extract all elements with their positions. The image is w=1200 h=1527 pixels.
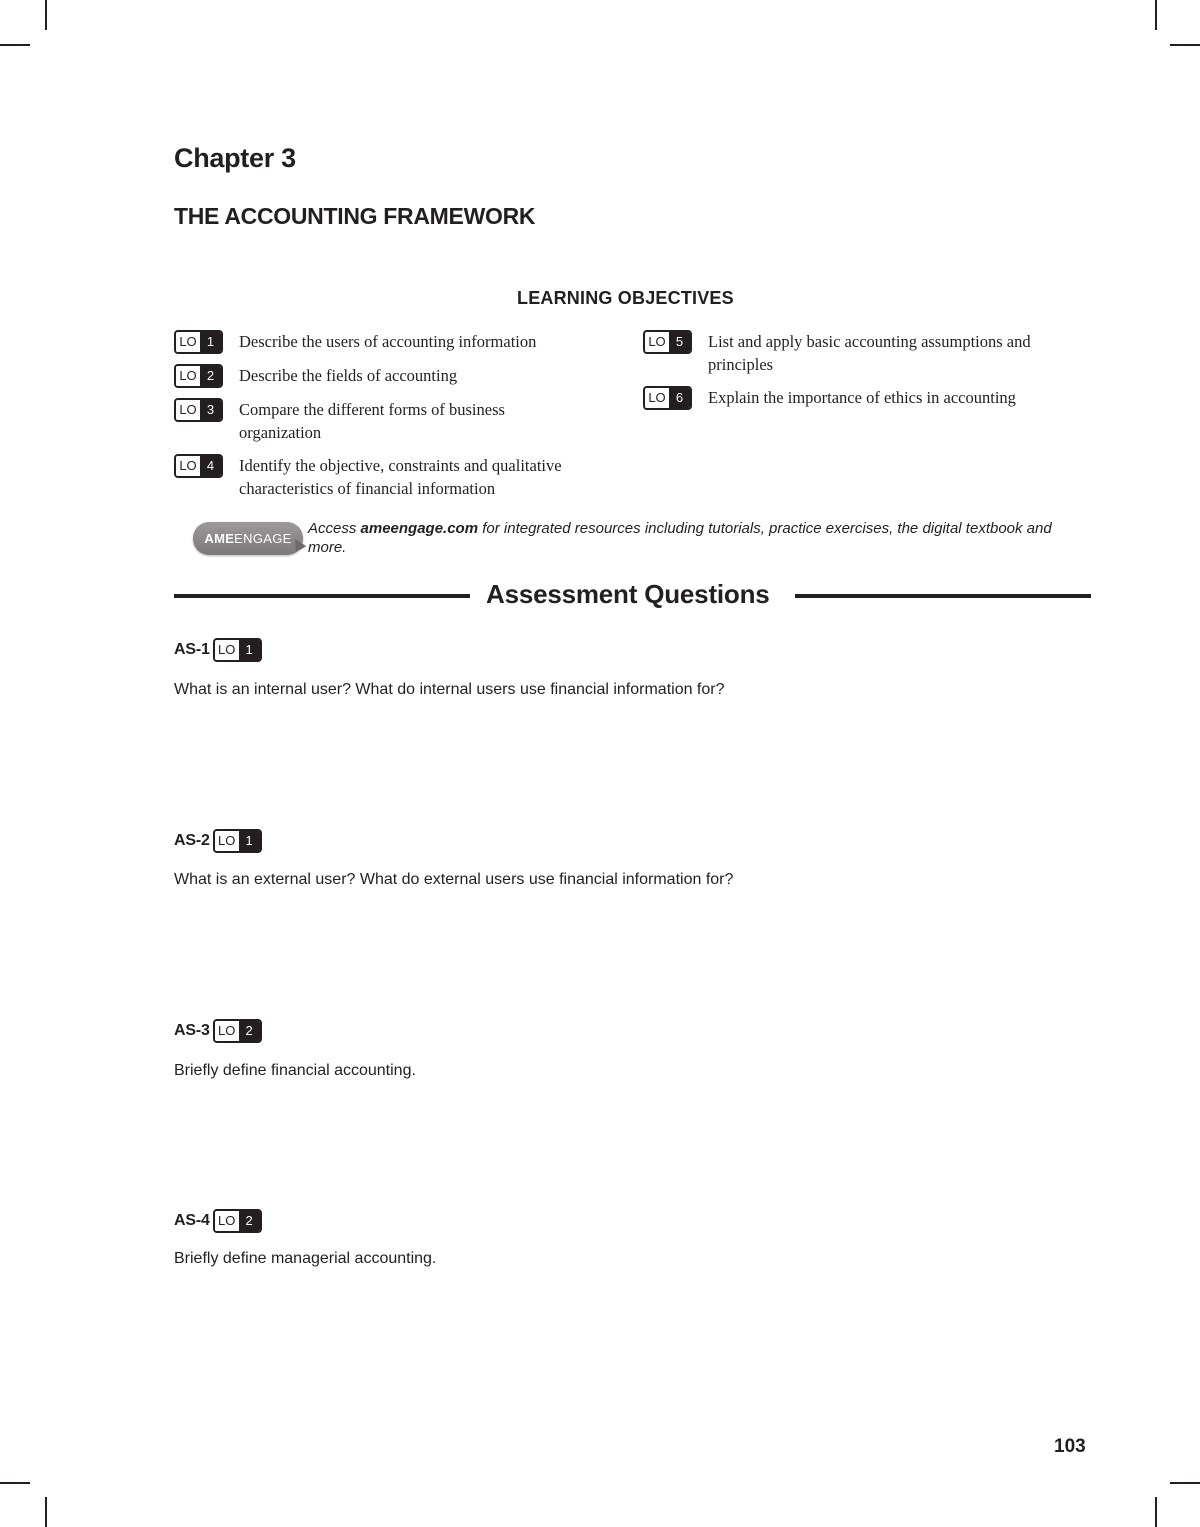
lo-badge: [213, 1019, 262, 1043]
lo-badge-number: 5: [669, 332, 690, 352]
crop-mark: [45, 0, 47, 30]
lo-text: Compare the different forms of business organization: [239, 400, 505, 442]
lo-badge-label: LO: [176, 400, 200, 420]
learning-objective: [643, 386, 1083, 410]
lo-text: Identify the objective, constraints and qualitative characteristics of financial information: [239, 456, 562, 498]
ameengage-logo[interactable]: [193, 522, 303, 555]
question-code: AS-2: [174, 832, 210, 849]
ameengage-link[interactable]: ameengage.com: [360, 520, 479, 537]
question-text: Briefly define managerial accounting.: [174, 1250, 437, 1267]
lo-badge-number: 6: [669, 388, 690, 408]
learning-objective: [174, 454, 614, 500]
note-suffix: for integrated resources including tutorials, practice exercises, the digital textbook and more.: [308, 520, 1052, 556]
crop-mark: [1155, 1497, 1157, 1527]
logo-text: ENGAGE: [234, 531, 292, 546]
lo-badge-number: 2: [239, 1211, 260, 1231]
lo-badge-label: LO: [176, 332, 200, 352]
lo-badge-number: 2: [200, 366, 221, 386]
lo-text: List and apply basic accounting assumptions and principles: [708, 332, 1031, 374]
question-label: [174, 829, 262, 853]
learning-objective: [174, 398, 574, 444]
question-label: [174, 1209, 262, 1233]
section-title: Assessment Questions: [486, 579, 770, 609]
ameengage-note: [308, 519, 1058, 557]
lo-badge-label: LO: [215, 1021, 239, 1041]
note-prefix: Access: [308, 520, 361, 537]
lo-text: Describe the fields of accounting: [239, 366, 458, 385]
lo-badge: [643, 386, 692, 410]
lo-text: Explain the importance of ethics in accounting: [708, 388, 1016, 407]
section-rule-left: [174, 594, 470, 598]
logo-text-bold: AME: [204, 531, 235, 546]
lo-text: Describe the users of accounting information: [239, 332, 537, 351]
crop-mark: [1170, 44, 1200, 46]
chapter-heading: Chapter 3: [174, 143, 296, 173]
lo-badge-number: 2: [239, 1021, 260, 1041]
question-text: What is an external user? What do external users use financial information for?: [174, 871, 734, 888]
lo-badge-label: LO: [645, 332, 669, 352]
lo-badge-number: 4: [200, 456, 221, 476]
lo-badge-number: 1: [200, 332, 221, 352]
question-code: AS-4: [174, 1212, 210, 1229]
crop-mark: [1155, 0, 1157, 30]
lo-badge: [643, 330, 692, 354]
learning-objective: [643, 330, 1083, 376]
question-code: AS-3: [174, 1022, 210, 1039]
section-rule-right: [795, 594, 1091, 598]
lo-badge: [213, 638, 262, 662]
crop-mark: [1170, 1482, 1200, 1484]
learning-objectives-heading: LEARNING OBJECTIVES: [517, 288, 734, 308]
lo-badge-label: LO: [176, 366, 200, 386]
lo-badge-number: 1: [239, 831, 260, 851]
lo-badge-number: 3: [200, 400, 221, 420]
lo-badge: [174, 454, 223, 478]
lo-badge: [174, 398, 223, 422]
lo-badge: [213, 1209, 262, 1233]
question-code: AS-1: [174, 641, 210, 658]
question-text: What is an internal user? What do internal users use financial information for?: [174, 681, 725, 698]
question-label: [174, 1019, 262, 1043]
lo-badge-label: LO: [176, 456, 200, 476]
lo-badge-number: 1: [239, 640, 260, 660]
lo-badge-label: LO: [215, 831, 239, 851]
lo-badge-label: LO: [215, 640, 239, 660]
crop-mark: [0, 44, 30, 46]
learning-objective: [174, 330, 614, 354]
lo-badge: [174, 330, 223, 354]
lo-badge: [174, 364, 223, 388]
chapter-title: THE ACCOUNTING FRAMEWORK: [174, 203, 536, 229]
lo-badge-label: LO: [645, 388, 669, 408]
question-text: Briefly define financial accounting.: [174, 1062, 416, 1079]
lo-badge-label: LO: [215, 1211, 239, 1231]
crop-mark: [0, 1482, 30, 1484]
learning-objective: [174, 364, 614, 388]
crop-mark: [45, 1497, 47, 1527]
page-number: 103: [1054, 1436, 1086, 1457]
question-label: [174, 638, 262, 662]
lo-badge: [213, 829, 262, 853]
